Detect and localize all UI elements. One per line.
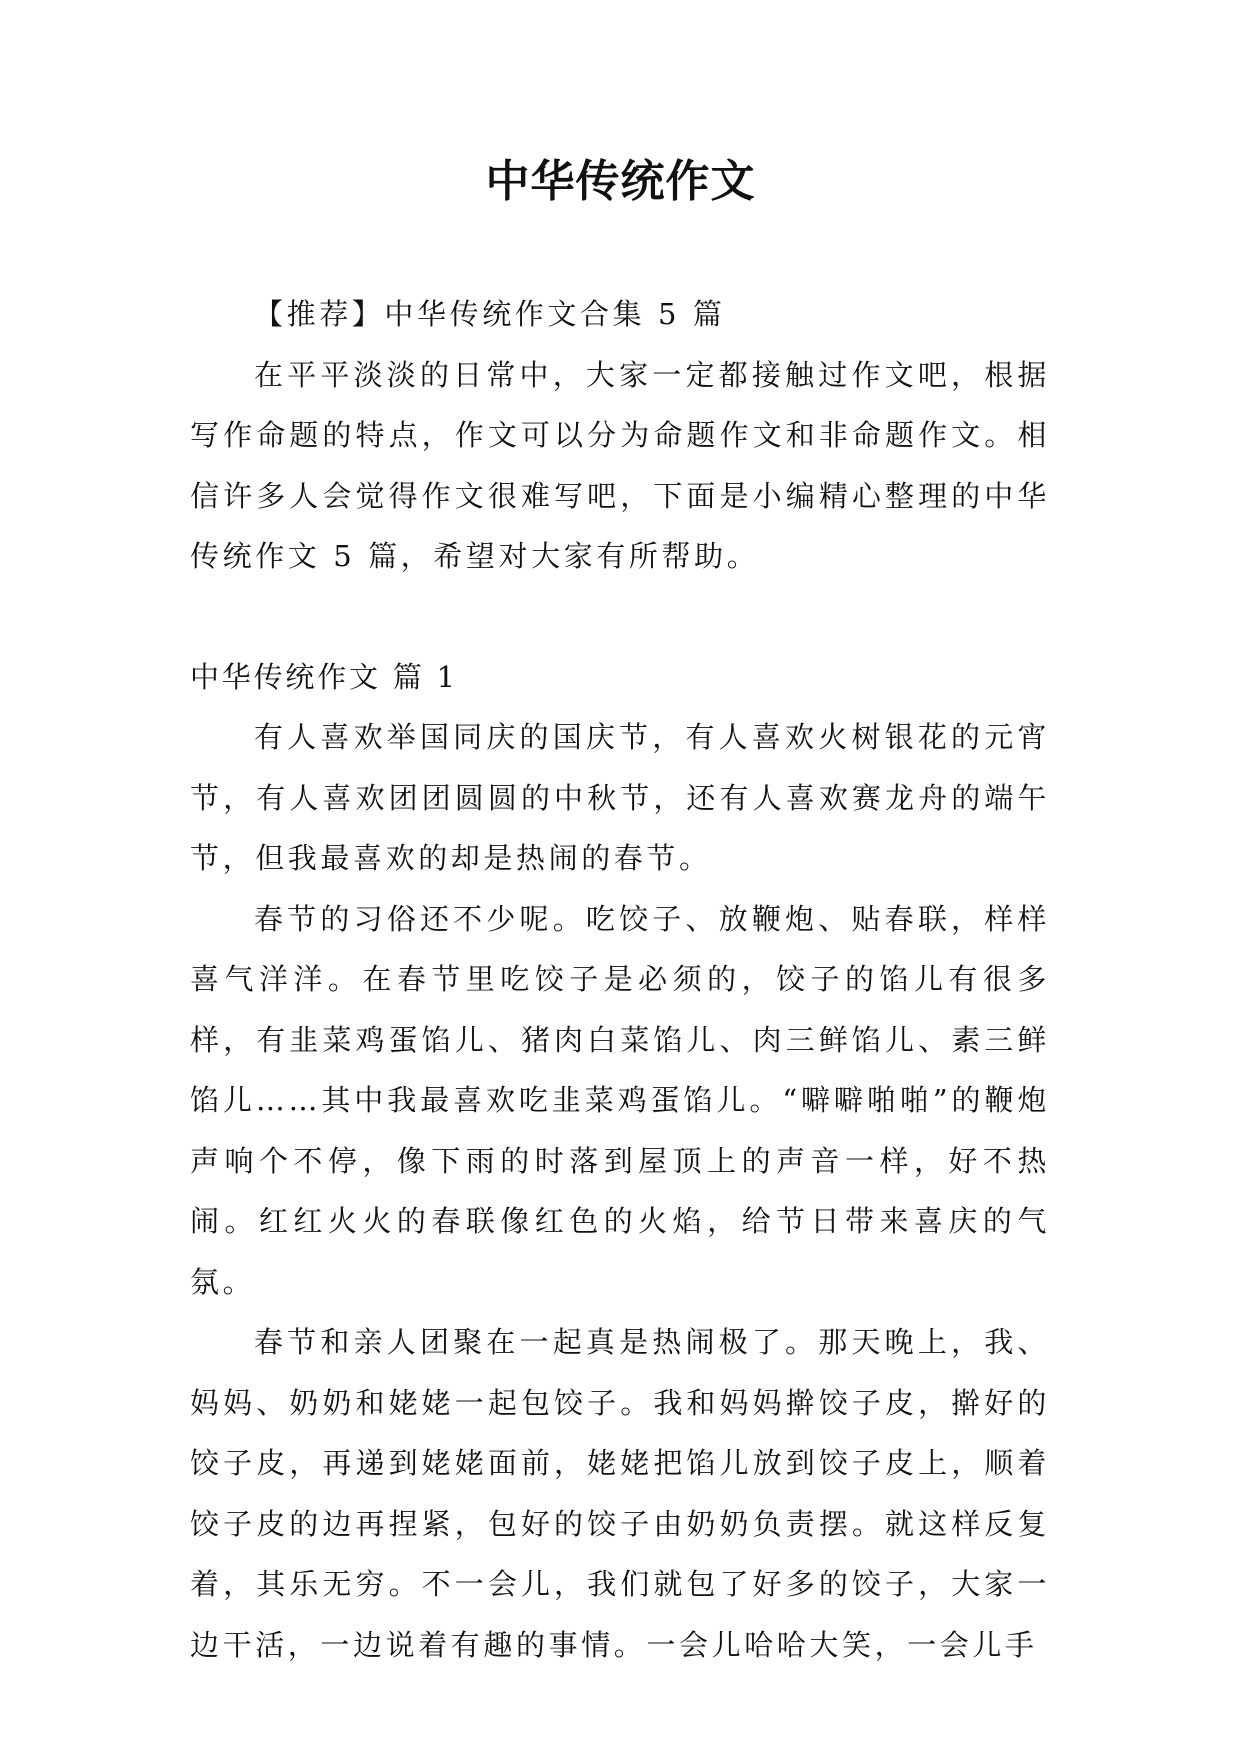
document-title: 中华传统作文 — [485, 156, 756, 207]
section-paragraph-2: 春节的习俗还不少呢。吃饺子、放鞭炮、贴春联，样样喜气洋洋。在春节里吃饺子是必须的，饺子的馅儿有很多样，有韭菜鸡蛋馅儿、猪肉白菜馅儿、肉三鲜馅儿、素三鲜馅儿……其中我最喜欢吃韭菜鸡蛋馅儿。“噼噼啪啪”的鞭炮声响个不停，像下雨的时落到屋顶上的声音一样，好不热闹。红红火火的春联像红色的火焰，给节日带来喜庆的气氛。 — [190, 901, 1050, 1299]
section-heading: 中华传统作文 篇 1 — [190, 659, 458, 694]
section-paragraph-1: 有人喜欢举国同庆的国庆节，有人喜欢火树银花的元宵节，有人喜欢团团圆圆的中秋节，还有人喜欢赛龙舟的端午节，但我最喜欢的却是热闹的春节。 — [190, 720, 1050, 875]
recommend-line: 【推荐】中华传统作文合集 5 篇 — [254, 297, 726, 331]
intro-paragraph: 在平平淡淡的日常中，大家一定都接触过作文吧，根据写作命题的特点，作文可以分为命题作文和非命题作文。相信许多人会觉得作文很难写吧，下面是小编精心整理的中华传统作文 5 篇，希望对大家有所帮助。 — [190, 357, 1050, 573]
section-spacer — [190, 587, 1050, 647]
section-paragraph-3: 春节和亲人团聚在一起真是热闹极了。那天晚上，我、妈妈、奶奶和姥姥一起包饺子。我和妈妈擀饺子皮，擀好的饺子皮，再递到姥姥面前，姥姥把馅儿放到饺子皮上，顺着饺子皮的边再捏紧，包好的饺子由奶奶负责摆。就这样反复着，其乐无穷。不一会儿，我们就包了好多的饺子，大家一边干活，一边说着有趣的事情。一会儿哈哈大笑，一会儿手 — [190, 1325, 1050, 1662]
document-body — [190, 284, 1050, 1675]
